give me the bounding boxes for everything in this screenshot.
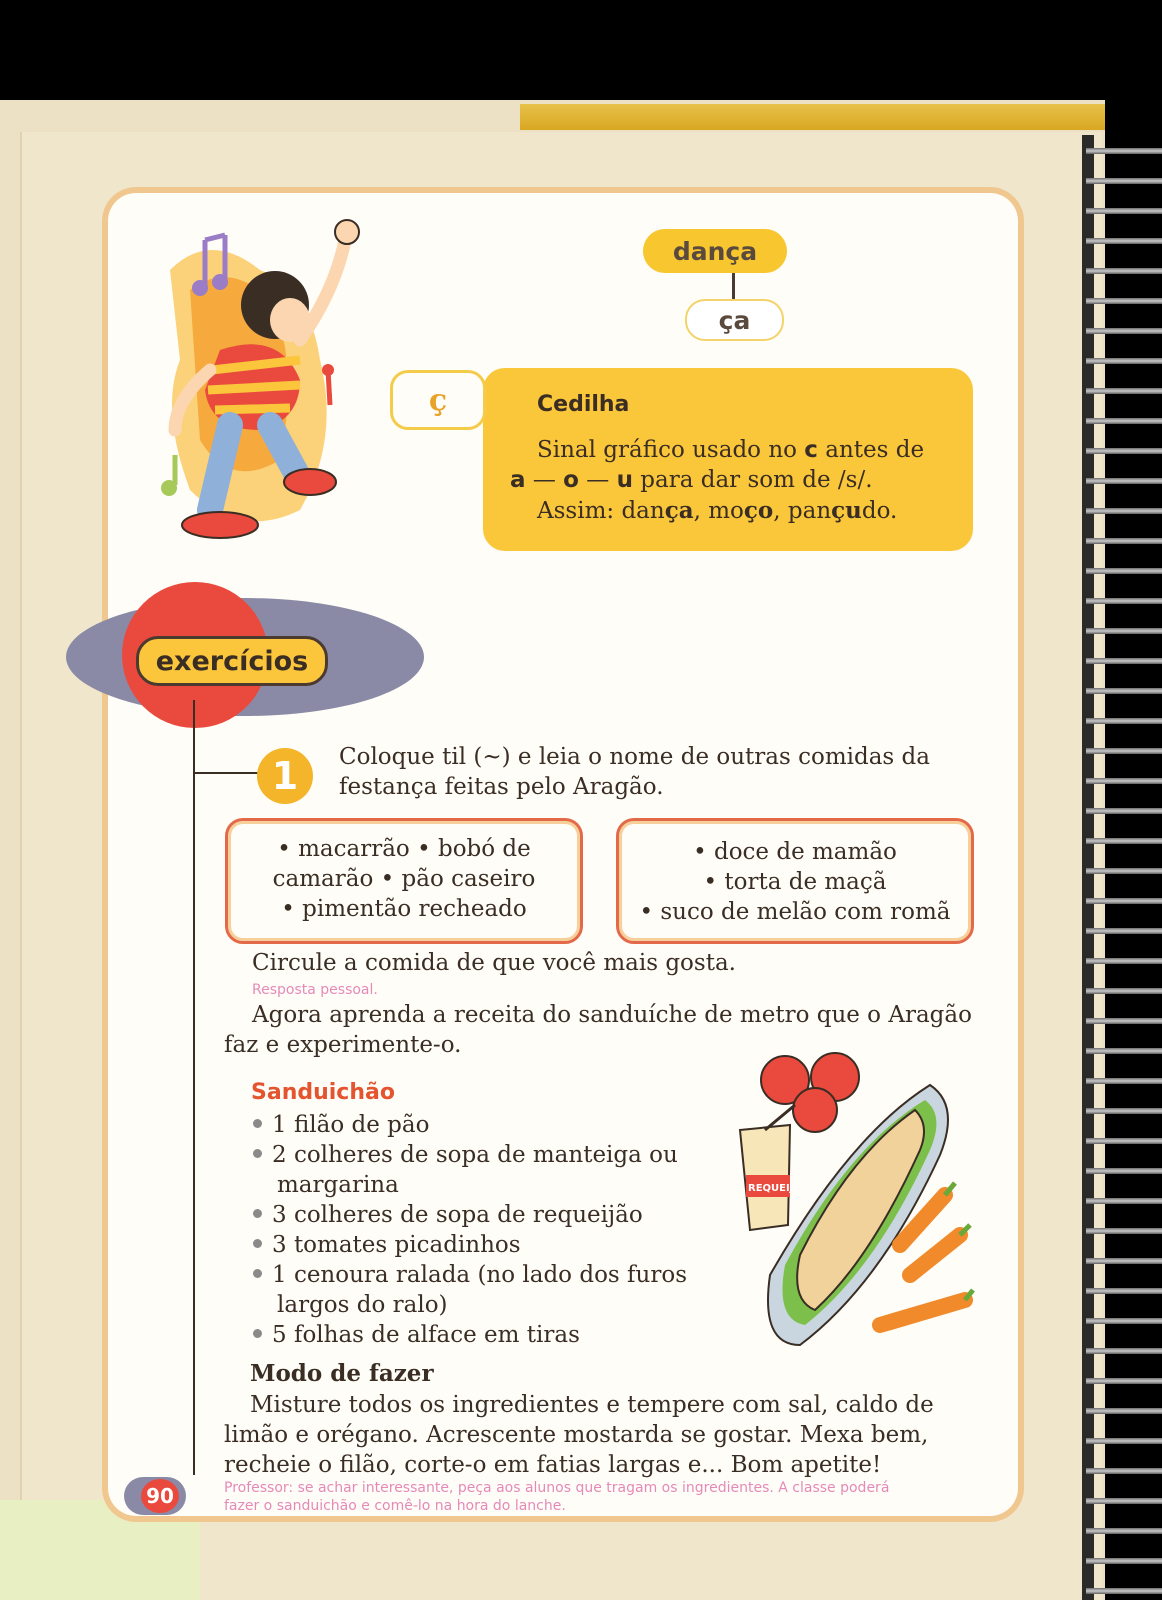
method-line-1: Misture todos os ingredientes e tempere com sal, caldo de: [250, 1392, 934, 1418]
connector-line: [732, 273, 735, 300]
page-number: 90: [141, 1479, 179, 1513]
syllable-ca-pill: ça: [685, 299, 784, 341]
exercise-instruction-line-2: festança feitas pelo Aragão.: [339, 774, 664, 800]
ingredient-item: 3 colheres de sopa de requeijão: [253, 1200, 643, 1230]
method-line-3: recheie o filão, corte-o em fatias largas e... Bom apetite!: [224, 1452, 882, 1478]
ingredient-item-continued: margarina: [277, 1172, 399, 1198]
cedilla-icon: ç: [390, 370, 486, 430]
vertical-guide-line: [193, 700, 195, 1475]
horizontal-guide-line: [193, 772, 259, 774]
answer-note: Resposta pessoal.: [252, 982, 378, 998]
dancing-boy-illustration: [150, 210, 390, 555]
food-list-box-2: [616, 818, 974, 944]
exercises-heading: exercícios: [136, 636, 328, 686]
method-title: Modo de fazer: [250, 1360, 434, 1387]
ingredient-item: 5 folhas de alface em tiras: [253, 1320, 580, 1350]
food-list-line: • suco de melão com romã: [639, 899, 951, 925]
jar-label: REQUEIJ: [748, 1183, 794, 1194]
food-list-line: • torta de maçã: [703, 869, 887, 895]
spiral-binding: [1086, 135, 1162, 1600]
ingredient-item: 2 colheres de sopa de manteiga ou: [253, 1140, 678, 1170]
exercise-instruction-line-1: Coloque til (~) e leia o nome de outras comidas da: [339, 744, 930, 770]
cedilha-line-3: Assim: dança, moço, pançudo.: [537, 497, 898, 524]
cedilha-title: Cedilha: [537, 392, 630, 417]
method-line-2: limão e orégano. Acrescente mostarda se gostar. Mexa bem,: [224, 1422, 929, 1448]
recipe-title: Sanduichão: [251, 1080, 395, 1105]
food-list-line: • macarrão • bobó de: [277, 836, 531, 862]
sandwich-illustration: [730, 1045, 975, 1365]
teacher-note-line-2: fazer o sanduichão e comê-lo na hora do lanche.: [224, 1498, 566, 1514]
food-list-line: • pimentão recheado: [281, 896, 527, 922]
top-yellow-strip: [520, 104, 1105, 130]
food-list-box-1: [225, 818, 583, 944]
food-list-line: camarão • pão caseiro: [272, 866, 536, 892]
food-list-line: • doce de mamão: [693, 839, 897, 865]
ingredient-item: 1 cenoura ralada (no lado dos furos: [253, 1260, 687, 1290]
ingredient-item: 3 tomates picadinhos: [253, 1230, 521, 1260]
circle-instruction: Circule a comida de que você mais gosta.: [252, 950, 736, 976]
agora-line-1: Agora aprenda a receita do sanduíche de metro que o Aragão: [252, 1002, 972, 1028]
cedilha-line-2: a — o — u para dar som de /s/.: [510, 467, 873, 493]
word-danca-pill: dança: [643, 229, 787, 273]
ingredient-item-continued: largos do ralo): [277, 1292, 448, 1318]
exercise-number-badge: 1: [257, 748, 313, 804]
agora-line-2: faz e experimente-o.: [224, 1032, 462, 1058]
teacher-note-line-1: Professor: se achar interessante, peça aos alunos que tragam os ingredientes. A classe poderá: [224, 1480, 890, 1496]
cedilha-line-1: Sinal gráfico usado no c antes de: [537, 437, 925, 463]
ingredient-item: 1 filão de pão: [253, 1110, 429, 1140]
